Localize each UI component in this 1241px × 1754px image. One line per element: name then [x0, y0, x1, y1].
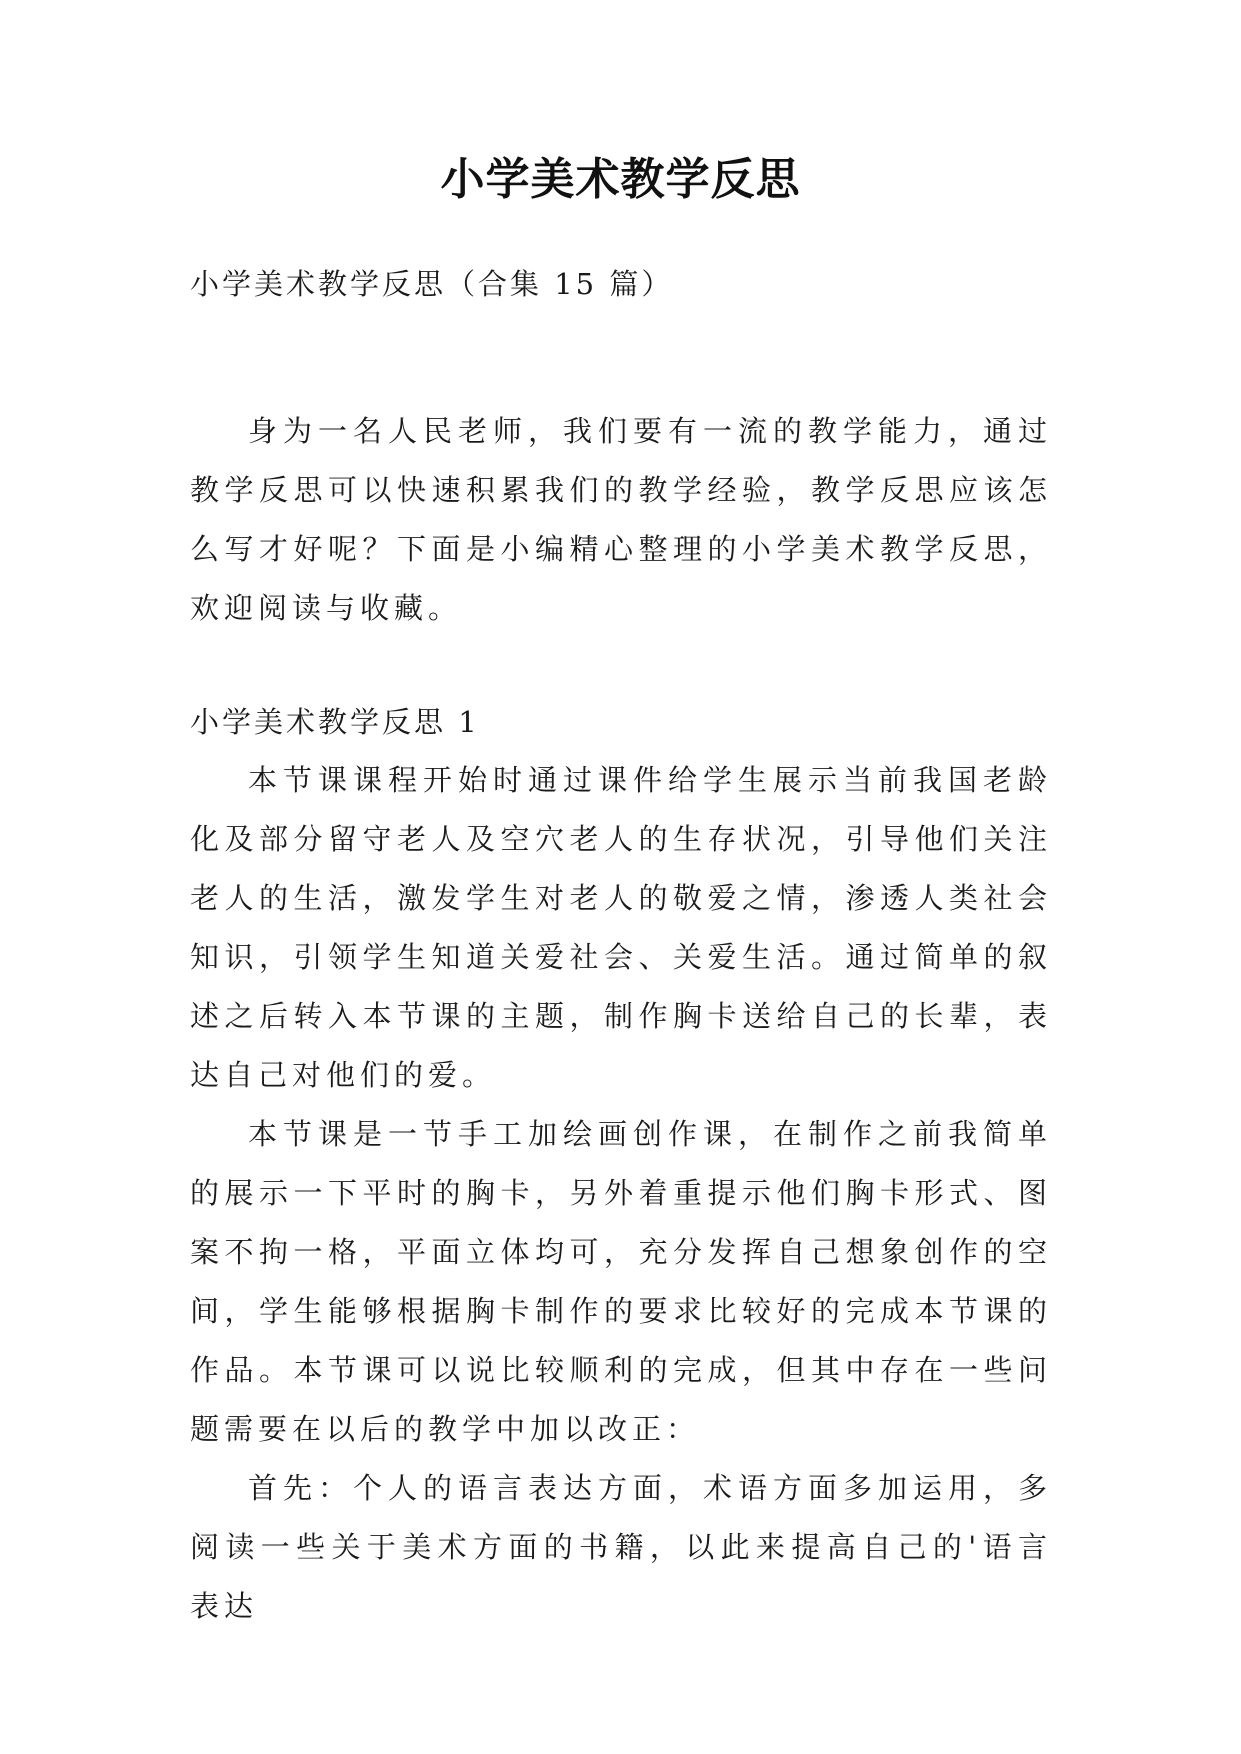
intro-paragraph: 身为一名人民老师，我们要有一流的教学能力，通过教学反思可以快速积累我们的教学经验，教学反思应该怎么写才好呢？下面是小编精心整理的小学美术教学反思，欢迎阅读与收藏。 [190, 414, 1052, 625]
body-paragraph-3: 首先：个人的语言表达方面，术语方面多加运用，多阅读一些关于美术方面的书籍，以此来提高自己的'语言表达 [190, 1471, 1052, 1623]
body-paragraph-1: 本节课课程开始时通过课件给学生展示当前我国老龄化及部分留守老人及空穴老人的生存状况，引导他们关注老人的生活，激发学生对老人的敬爱之情，渗透人类社会知识，引领学生知道关爱社会、关爱生活。通过简单的叙述之后转入本节课的主题，制作胸卡送给自己的长辈，表达自己对他们的爱。 [190, 763, 1052, 1092]
body-paragraph-2: 本节课是一节手工加绘画创作课，在制作之前我简单的展示一下平时的胸卡，另外着重提示他们胸卡形式、图案不拘一格，平面立体均可，充分发挥自己想象创作的空间，学生能够根据胸卡制作的要求比较好的完成本节课的作品。本节课可以说比较顺利的完成，但其中存在一些问题需要在以后的教学中加以改正： [190, 1117, 1052, 1446]
document-title: 小学美术教学反思 [440, 154, 801, 205]
intro-block [190, 402, 1052, 638]
document-subtitle: 小学美术教学反思（合集 15 篇） [190, 267, 674, 301]
section-body [190, 751, 1052, 1636]
section-heading: 小学美术教学反思 1 [190, 705, 480, 739]
